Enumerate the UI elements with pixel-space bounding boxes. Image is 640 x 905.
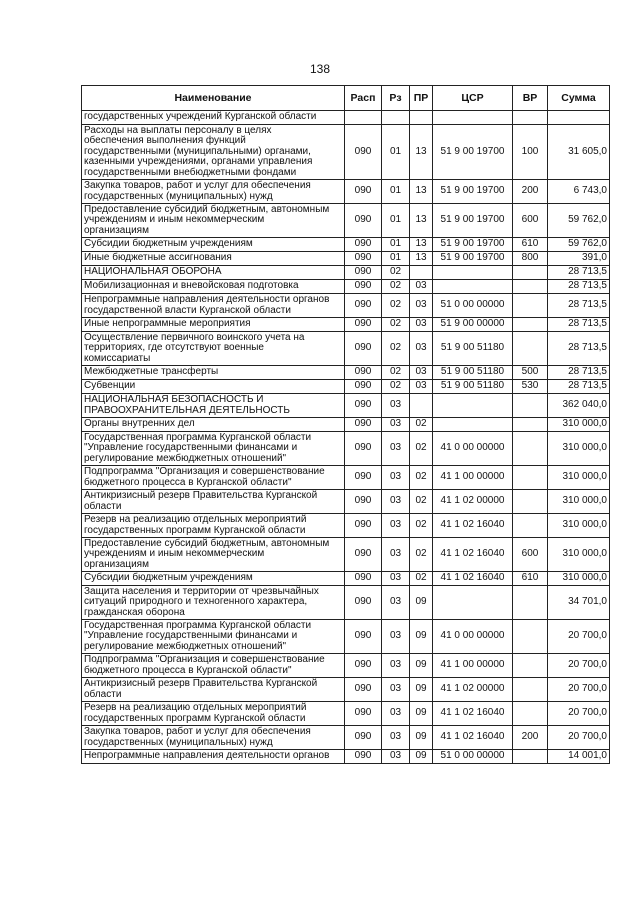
cell-rasp: 090 — [345, 572, 382, 586]
cell-rz: 01 — [382, 180, 410, 204]
cell-name-line: Резерв на реализацию отдельных мероприятий — [84, 514, 307, 526]
cell-pr: 03 — [410, 280, 433, 294]
cell-vr: 500 — [513, 366, 548, 380]
cell-name-line: Иные непрограммные мероприятия — [84, 318, 251, 330]
cell-pr — [410, 394, 433, 418]
cell-name — [82, 466, 345, 490]
budget-table — [81, 85, 610, 764]
page-number: 138 — [309, 62, 331, 76]
cell-sum: 20 700,0 — [548, 726, 610, 750]
cell-vr — [513, 750, 548, 764]
cell-rasp: 090 — [345, 380, 382, 394]
cell-pr — [410, 111, 433, 125]
header-name: Наименование — [82, 86, 345, 111]
cell-rz: 03 — [382, 538, 410, 572]
cell-sum: 28 713,5 — [548, 318, 610, 332]
cell-vr — [513, 418, 548, 432]
cell-vr — [513, 620, 548, 654]
cell-name — [82, 238, 345, 252]
cell-pr: 09 — [410, 702, 433, 726]
table-row — [82, 678, 610, 702]
cell-name-line: Предоставление субсидий бюджетным, автономным — [84, 203, 330, 215]
cell-rasp: 090 — [345, 620, 382, 654]
cell-name-line: государственной власти Курганской области — [84, 304, 291, 316]
cell-name-line: Подпрограмма "Организация и совершенствование — [84, 466, 325, 478]
table-row — [82, 366, 610, 380]
cell-name-line: ПРАВООХРАНИТЕЛЬНАЯ ДЕЯТЕЛЬНОСТЬ — [84, 404, 290, 416]
cell-name-line: Антикризисный резерв Правительства Курганской — [84, 678, 318, 690]
cell-name — [82, 318, 345, 332]
cell-sum: 20 700,0 — [548, 620, 610, 654]
table-row — [82, 180, 610, 204]
cell-vr: 200 — [513, 726, 548, 750]
cell-csr — [433, 111, 513, 125]
cell-name — [82, 490, 345, 514]
cell-vr: 530 — [513, 380, 548, 394]
cell-rasp: 090 — [345, 514, 382, 538]
cell-pr: 03 — [410, 366, 433, 380]
cell-vr — [513, 294, 548, 318]
cell-name — [82, 204, 345, 238]
cell-rz: 02 — [382, 294, 410, 318]
cell-csr — [433, 394, 513, 418]
cell-name — [82, 432, 345, 466]
cell-name-line: учреждениям и иным некоммерческим — [84, 214, 265, 226]
cell-vr: 610 — [513, 238, 548, 252]
table-row — [82, 490, 610, 514]
cell-rasp: 090 — [345, 266, 382, 280]
cell-pr: 13 — [410, 252, 433, 266]
cell-name — [82, 702, 345, 726]
cell-rz: 03 — [382, 572, 410, 586]
cell-pr — [410, 266, 433, 280]
cell-csr: 41 1 02 00000 — [433, 678, 513, 702]
cell-name-line: Расходы на выплаты персоналу в целях — [84, 124, 272, 136]
cell-pr: 09 — [410, 750, 433, 764]
cell-name — [82, 572, 345, 586]
cell-rz: 03 — [382, 654, 410, 678]
cell-vr — [513, 432, 548, 466]
cell-sum: 28 713,5 — [548, 332, 610, 366]
cell-csr: 51 9 00 19700 — [433, 238, 513, 252]
cell-name-line: Государственная программа Курганской области — [84, 431, 312, 443]
cell-name-line: государственными (муниципальными) органами, — [84, 145, 311, 157]
cell-sum: 34 701,0 — [548, 586, 610, 620]
cell-rz: 03 — [382, 750, 410, 764]
cell-rz: 02 — [382, 366, 410, 380]
cell-name-line: государственных (муниципальных) нужд — [84, 736, 273, 748]
cell-sum: 310 000,0 — [548, 572, 610, 586]
cell-rz: 01 — [382, 238, 410, 252]
table-row — [82, 294, 610, 318]
cell-sum: 59 762,0 — [548, 204, 610, 238]
cell-name-line: государственных учреждений Курганской области — [84, 111, 317, 123]
cell-rasp: 090 — [345, 654, 382, 678]
cell-rasp: 090 — [345, 318, 382, 332]
cell-name-line: государственных программ Курганской области — [84, 712, 306, 724]
cell-rasp: 090 — [345, 432, 382, 466]
cell-name-line: государственными внебюджетными фондами — [84, 166, 297, 178]
cell-sum: 14 001,0 — [548, 750, 610, 764]
cell-csr: 51 9 00 19700 — [433, 252, 513, 266]
cell-rasp: 090 — [345, 466, 382, 490]
table-row — [82, 125, 610, 180]
cell-sum: 310 000,0 — [548, 490, 610, 514]
cell-pr: 02 — [410, 490, 433, 514]
cell-sum: 20 700,0 — [548, 678, 610, 702]
table-row — [82, 514, 610, 538]
cell-pr: 03 — [410, 380, 433, 394]
cell-vr: 600 — [513, 204, 548, 238]
cell-rasp: 090 — [345, 678, 382, 702]
table-row — [82, 238, 610, 252]
header-rz: Рз — [382, 86, 410, 111]
cell-name — [82, 280, 345, 294]
cell-vr — [513, 702, 548, 726]
cell-vr — [513, 318, 548, 332]
cell-pr: 02 — [410, 418, 433, 432]
cell-name-line: комиссариаты — [84, 352, 151, 364]
cell-name-line: Осуществление первичного воинского учета на — [84, 331, 305, 343]
table-row — [82, 586, 610, 620]
table-header-row — [82, 86, 610, 111]
cell-rz: 03 — [382, 702, 410, 726]
cell-name-line: Закупка товаров, работ и услуг для обеспечения — [84, 180, 311, 192]
cell-rasp: 090 — [345, 332, 382, 366]
cell-name — [82, 294, 345, 318]
cell-vr — [513, 490, 548, 514]
cell-pr: 09 — [410, 726, 433, 750]
cell-pr: 02 — [410, 572, 433, 586]
cell-sum: 59 762,0 — [548, 238, 610, 252]
cell-pr: 09 — [410, 620, 433, 654]
cell-rasp: 090 — [345, 726, 382, 750]
cell-rasp — [345, 111, 382, 125]
cell-name — [82, 586, 345, 620]
table-row — [82, 702, 610, 726]
table-row — [82, 394, 610, 418]
cell-rz: 03 — [382, 514, 410, 538]
table-row — [82, 332, 610, 366]
table-row — [82, 466, 610, 490]
cell-csr: 41 0 00 00000 — [433, 620, 513, 654]
cell-csr: 41 1 02 16040 — [433, 572, 513, 586]
cell-pr: 02 — [410, 466, 433, 490]
cell-vr — [513, 654, 548, 678]
cell-name — [82, 332, 345, 366]
cell-rasp: 090 — [345, 586, 382, 620]
cell-vr — [513, 394, 548, 418]
cell-rasp: 090 — [345, 366, 382, 380]
cell-name-line: учреждениям и иным некоммерческим — [84, 548, 265, 560]
cell-pr: 02 — [410, 432, 433, 466]
cell-rz: 01 — [382, 125, 410, 180]
header-sum: Сумма — [548, 86, 610, 111]
cell-rasp: 090 — [345, 238, 382, 252]
cell-csr: 51 9 00 19700 — [433, 180, 513, 204]
header-rasp: Расп — [345, 86, 382, 111]
cell-rasp: 090 — [345, 702, 382, 726]
table-row — [82, 654, 610, 678]
cell-sum: 310 000,0 — [548, 432, 610, 466]
cell-sum: 28 713,5 — [548, 380, 610, 394]
cell-pr: 13 — [410, 204, 433, 238]
cell-name-line: области — [84, 688, 122, 700]
cell-pr: 09 — [410, 678, 433, 702]
cell-name-line: государственных программ Курганской области — [84, 524, 306, 536]
cell-vr: 600 — [513, 538, 548, 572]
cell-vr — [513, 111, 548, 125]
cell-rasp: 090 — [345, 418, 382, 432]
table-row — [82, 726, 610, 750]
cell-vr — [513, 332, 548, 366]
table-row — [82, 204, 610, 238]
cell-rasp: 090 — [345, 294, 382, 318]
cell-sum: 310 000,0 — [548, 466, 610, 490]
cell-rasp: 090 — [345, 750, 382, 764]
cell-rz: 02 — [382, 380, 410, 394]
cell-name — [82, 266, 345, 280]
cell-name — [82, 750, 345, 764]
cell-rz: 03 — [382, 586, 410, 620]
cell-vr — [513, 514, 548, 538]
cell-sum: 28 713,5 — [548, 294, 610, 318]
cell-name-line: регулирование межбюджетных отношений" — [84, 640, 287, 652]
cell-csr: 41 1 02 16040 — [433, 538, 513, 572]
table-row — [82, 266, 610, 280]
cell-pr: 09 — [410, 654, 433, 678]
cell-pr: 03 — [410, 332, 433, 366]
cell-sum: 28 713,5 — [548, 280, 610, 294]
table-row — [82, 572, 610, 586]
cell-rz: 01 — [382, 204, 410, 238]
cell-pr: 02 — [410, 514, 433, 538]
cell-sum: 310 000,0 — [548, 538, 610, 572]
cell-sum: 28 713,5 — [548, 366, 610, 380]
cell-vr: 200 — [513, 180, 548, 204]
cell-rz: 03 — [382, 466, 410, 490]
cell-name-line: НАЦИОНАЛЬНАЯ ОБОРОНА — [84, 266, 222, 278]
cell-name-line: Резерв на реализацию отдельных мероприятий — [84, 702, 307, 714]
cell-name — [82, 654, 345, 678]
table-row — [82, 750, 610, 764]
cell-vr: 610 — [513, 572, 548, 586]
cell-name-line: Государственная программа Курганской области — [84, 619, 312, 631]
cell-pr: 13 — [410, 125, 433, 180]
cell-name-line: бюджетного процесса в Курганской области" — [84, 664, 292, 676]
cell-rasp: 090 — [345, 394, 382, 418]
cell-rz: 03 — [382, 678, 410, 702]
cell-sum: 31 605,0 — [548, 125, 610, 180]
cell-vr — [513, 266, 548, 280]
cell-name-line: Органы внутренних дел — [84, 418, 195, 430]
cell-rz: 03 — [382, 432, 410, 466]
cell-rz: 03 — [382, 620, 410, 654]
cell-name — [82, 514, 345, 538]
cell-pr: 03 — [410, 294, 433, 318]
cell-csr — [433, 418, 513, 432]
cell-rasp: 090 — [345, 204, 382, 238]
cell-name-line: казенными учреждениями, органами управления — [84, 156, 313, 168]
cell-name-line: регулирование межбюджетных отношений" — [84, 452, 287, 464]
cell-name — [82, 538, 345, 572]
cell-csr: 41 1 02 00000 — [433, 490, 513, 514]
table-row — [82, 432, 610, 466]
cell-pr: 03 — [410, 318, 433, 332]
header-csr: ЦСР — [433, 86, 513, 111]
cell-name — [82, 726, 345, 750]
cell-rz: 03 — [382, 726, 410, 750]
table-row — [82, 380, 610, 394]
cell-csr: 41 1 00 00000 — [433, 466, 513, 490]
cell-pr: 09 — [410, 586, 433, 620]
cell-vr — [513, 280, 548, 294]
cell-name-line: "Управление государственными финансами и — [84, 630, 298, 642]
cell-name-line: Иные бюджетные ассигнования — [84, 252, 232, 264]
cell-csr: 41 1 02 16040 — [433, 726, 513, 750]
cell-vr — [513, 678, 548, 702]
cell-csr: 41 0 00 00000 — [433, 432, 513, 466]
cell-pr: 02 — [410, 538, 433, 572]
cell-name-line: Предоставление субсидий бюджетным, автономным — [84, 537, 330, 549]
cell-name-line: государственных (муниципальных) нужд — [84, 190, 273, 202]
cell-csr: 51 9 00 51180 — [433, 332, 513, 366]
cell-pr: 13 — [410, 180, 433, 204]
cell-csr: 51 0 00 00000 — [433, 294, 513, 318]
cell-name-line: Субсидии бюджетным учреждениям — [84, 572, 253, 584]
table-row — [82, 280, 610, 294]
cell-sum: 20 700,0 — [548, 654, 610, 678]
cell-name — [82, 366, 345, 380]
cell-name-line: Антикризисный резерв Правительства Курганской — [84, 490, 318, 502]
cell-csr: 41 1 02 16040 — [433, 514, 513, 538]
cell-name — [82, 678, 345, 702]
cell-name-line: Непрограммные направления деятельности органов — [84, 294, 330, 306]
cell-name-line: территориях, где отсутствуют военные — [84, 342, 264, 354]
cell-rz — [382, 111, 410, 125]
cell-csr: 51 0 00 00000 — [433, 750, 513, 764]
cell-name-line: Непрограммные направления деятельности органов — [84, 750, 330, 762]
cell-name-line: организациям — [84, 224, 149, 236]
cell-sum — [548, 111, 610, 125]
cell-name — [82, 252, 345, 266]
cell-name — [82, 394, 345, 418]
cell-rasp: 090 — [345, 280, 382, 294]
cell-name — [82, 418, 345, 432]
cell-name-line: Межбюджетные трансферты — [84, 366, 219, 378]
cell-name — [82, 111, 345, 125]
cell-pr: 13 — [410, 238, 433, 252]
cell-rasp: 090 — [345, 538, 382, 572]
cell-rasp: 090 — [345, 252, 382, 266]
cell-csr: 51 9 00 19700 — [433, 204, 513, 238]
cell-sum: 20 700,0 — [548, 702, 610, 726]
cell-name — [82, 125, 345, 180]
cell-rz: 02 — [382, 280, 410, 294]
cell-sum: 310 000,0 — [548, 418, 610, 432]
cell-name-line: Субвенции — [84, 380, 136, 392]
cell-sum: 28 713,5 — [548, 266, 610, 280]
cell-name-line: обеспечения выполнения функций — [84, 135, 246, 147]
cell-sum: 6 743,0 — [548, 180, 610, 204]
cell-csr: 41 1 00 00000 — [433, 654, 513, 678]
table-row — [82, 538, 610, 572]
cell-name-line: Подпрограмма "Организация и совершенствование — [84, 654, 325, 666]
cell-csr: 41 1 02 16040 — [433, 702, 513, 726]
cell-csr: 51 9 00 51180 — [433, 366, 513, 380]
cell-sum: 310 000,0 — [548, 514, 610, 538]
cell-sum: 362 040,0 — [548, 394, 610, 418]
cell-name — [82, 620, 345, 654]
table-row — [82, 252, 610, 266]
cell-vr — [513, 586, 548, 620]
cell-name-line: НАЦИОНАЛЬНАЯ БЕЗОПАСНОСТЬ И — [84, 394, 264, 406]
cell-sum: 391,0 — [548, 252, 610, 266]
table-row — [82, 318, 610, 332]
cell-vr — [513, 466, 548, 490]
cell-name-line: ситуаций природного и техногенного характера, — [84, 596, 308, 608]
cell-rasp: 090 — [345, 125, 382, 180]
cell-rasp: 090 — [345, 490, 382, 514]
table-row — [82, 418, 610, 432]
cell-rz: 01 — [382, 252, 410, 266]
cell-vr: 100 — [513, 125, 548, 180]
cell-rz: 02 — [382, 318, 410, 332]
cell-name-line: области — [84, 500, 122, 512]
cell-name-line: Субсидии бюджетным учреждениям — [84, 238, 253, 250]
cell-csr: 51 9 00 00000 — [433, 318, 513, 332]
cell-rz: 02 — [382, 332, 410, 366]
cell-rz: 02 — [382, 266, 410, 280]
cell-name-line: Защита населения и территории от чрезвычайных — [84, 585, 319, 597]
cell-name-line: бюджетного процесса в Курганской области" — [84, 476, 292, 488]
cell-name-line: Закупка товаров, работ и услуг для обеспечения — [84, 726, 311, 738]
cell-name — [82, 180, 345, 204]
cell-name — [82, 380, 345, 394]
cell-vr: 800 — [513, 252, 548, 266]
header-pr: ПР — [410, 86, 433, 111]
header-vr: ВР — [513, 86, 548, 111]
cell-rz: 03 — [382, 418, 410, 432]
cell-csr: 51 9 00 19700 — [433, 125, 513, 180]
cell-csr: 51 9 00 51180 — [433, 380, 513, 394]
cell-csr — [433, 266, 513, 280]
table-row — [82, 111, 610, 125]
cell-rz: 03 — [382, 490, 410, 514]
cell-name-line: гражданская оборона — [84, 606, 185, 618]
table-row — [82, 620, 610, 654]
cell-rasp: 090 — [345, 180, 382, 204]
cell-csr — [433, 280, 513, 294]
cell-name-line: Мобилизационная и вневойсковая подготовка — [84, 280, 299, 292]
cell-rz: 03 — [382, 394, 410, 418]
cell-csr — [433, 586, 513, 620]
cell-name-line: "Управление государственными финансами и — [84, 442, 298, 454]
cell-name-line: организациям — [84, 558, 149, 570]
